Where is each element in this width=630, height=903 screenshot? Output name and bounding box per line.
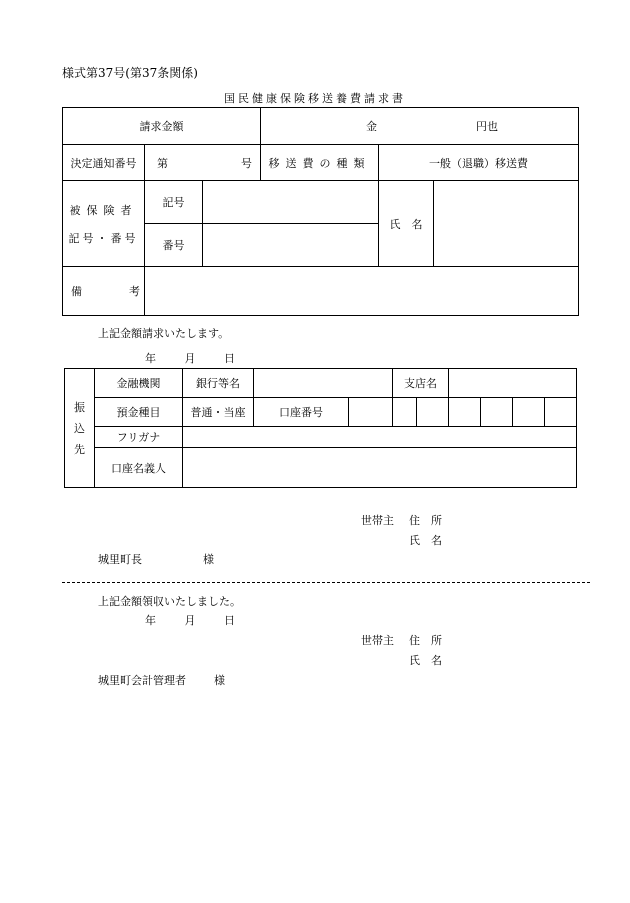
- request-text: 上記金額請求いたします。: [98, 327, 230, 340]
- applicant-address-label: 住 所: [409, 514, 442, 527]
- bangou-field[interactable]: [203, 224, 379, 267]
- amount-prefix: 金: [366, 120, 377, 133]
- account-digit-3[interactable]: [417, 398, 449, 427]
- remarks-label: [63, 267, 145, 316]
- deposit-type-value[interactable]: 普通・当座: [183, 398, 254, 427]
- kigou-label: 記号: [145, 181, 203, 224]
- addressee-accountant: 城里町会計管理者: [98, 674, 186, 687]
- bangou-label: 番号: [145, 224, 203, 267]
- holder-field[interactable]: [183, 448, 577, 488]
- date-day: 日: [224, 352, 235, 365]
- claim-table: [62, 107, 579, 316]
- branch-field[interactable]: [449, 369, 577, 398]
- receipt-year: 年: [145, 614, 156, 627]
- request-date: [145, 350, 235, 366]
- side-char-1: 振: [74, 400, 85, 414]
- side-char-2: 込: [74, 421, 85, 435]
- account-digit-4[interactable]: [449, 398, 481, 427]
- account-digit-5[interactable]: [481, 398, 513, 427]
- bank-name-field[interactable]: [254, 369, 393, 398]
- applicant-name-label: 氏 名: [409, 534, 442, 547]
- account-no-label: 口座番号: [254, 398, 349, 427]
- transport-type-value: 一般（退職）移送費: [379, 145, 579, 181]
- claim-amount-label: 請求金額: [63, 108, 261, 145]
- furigana-field[interactable]: [183, 427, 577, 448]
- remarks-char-1: 備: [71, 285, 82, 298]
- decision-no-label: 決定通知番号: [63, 145, 145, 181]
- account-digit-7[interactable]: [545, 398, 577, 427]
- receipt-address-label: 住 所: [409, 634, 442, 647]
- account-digit-2[interactable]: [393, 398, 417, 427]
- institution-label: 金融機関: [95, 369, 183, 398]
- bank-name-label: 銀行等名: [183, 369, 254, 398]
- furigana-label: フリガナ: [95, 427, 183, 448]
- receipt-head-label: 世帯主: [361, 634, 394, 647]
- cut-line-divider: [62, 582, 590, 583]
- holder-label: 口座名義人: [95, 448, 183, 488]
- date-year: 年: [145, 352, 156, 365]
- amount-suffix: 円也: [476, 120, 498, 133]
- side-char-3: 先: [74, 442, 85, 456]
- addressee-mayor: 城里町長: [98, 553, 142, 566]
- applicant-head-label: 世帯主: [361, 514, 394, 527]
- form-number-caption: 様式第37号(第37条関係): [62, 66, 198, 80]
- date-month: 月: [184, 352, 196, 365]
- insured-label-line1: 被保険者: [69, 203, 138, 217]
- account-digit-1[interactable]: [349, 398, 393, 427]
- deposit-type-label: 預金種目: [95, 398, 183, 427]
- sama-label: 様: [203, 553, 214, 566]
- shimei-field[interactable]: [434, 181, 579, 267]
- furikomi-side-label: [65, 369, 95, 488]
- account-digit-6[interactable]: [513, 398, 545, 427]
- form-title: 国民健康保険移送養費請求書: [224, 92, 406, 105]
- transport-type-label: 移送費の種類: [261, 145, 379, 181]
- kigou-field[interactable]: [203, 181, 379, 224]
- claim-amount-field[interactable]: [261, 108, 579, 145]
- receipt-day: 日: [224, 614, 235, 627]
- decision-no-field[interactable]: [145, 145, 261, 181]
- decision-no-dai: 第: [157, 156, 168, 170]
- remarks-field[interactable]: [145, 267, 579, 316]
- shimei-label: 氏 名: [379, 181, 434, 267]
- insured-label: [63, 181, 145, 267]
- branch-label: 支店名: [393, 369, 449, 398]
- sama-label-2: 様: [214, 674, 225, 687]
- insured-label-line2: 記号・番号: [68, 231, 139, 245]
- decision-no-go: 号: [241, 156, 252, 170]
- receipt-name-label: 氏 名: [409, 654, 442, 667]
- receipt-month: 月: [184, 614, 196, 627]
- bank-table: [64, 368, 577, 488]
- receipt-text: 上記金額領収いたしました。: [98, 595, 241, 608]
- remarks-char-2: 考: [129, 285, 140, 298]
- receipt-date: [145, 612, 235, 628]
